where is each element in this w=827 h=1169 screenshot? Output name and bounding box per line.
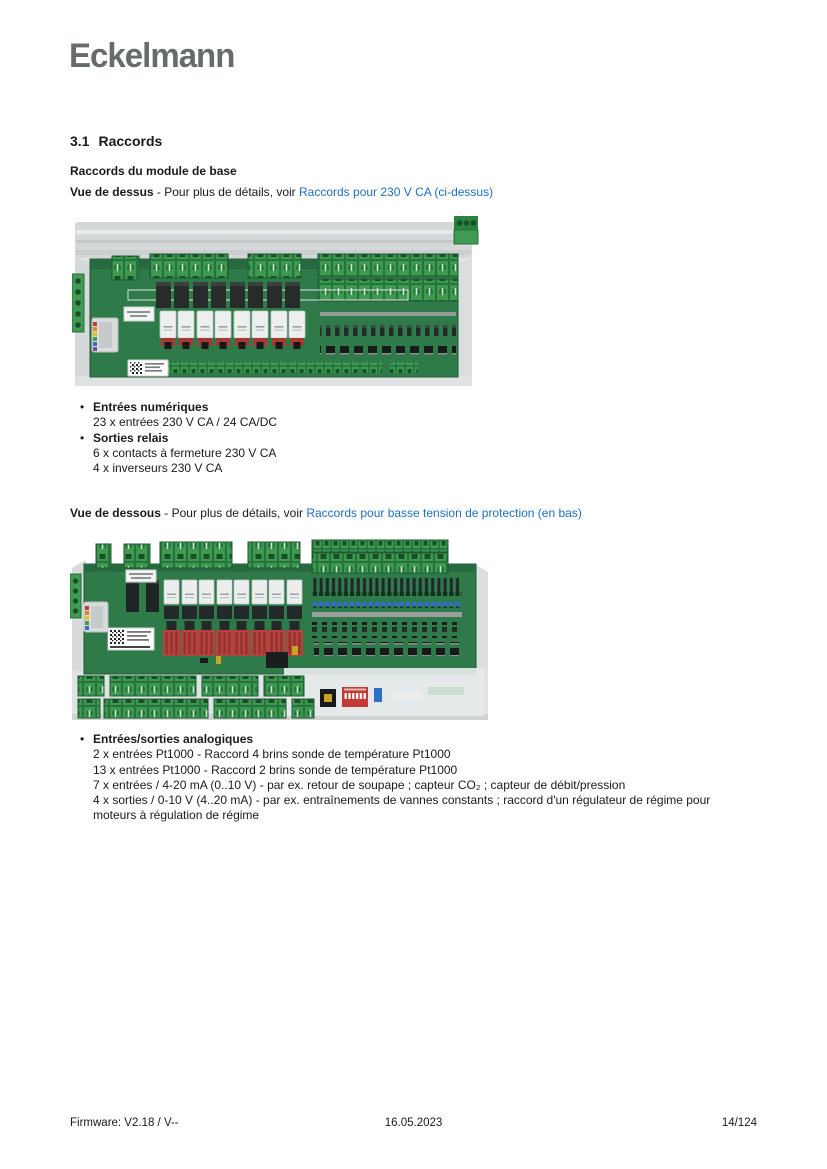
list-item <box>79 732 751 824</box>
top-right-terminal-block <box>454 216 478 244</box>
top-view-label: Vue de dessus <box>70 185 154 199</box>
module-top-view-image <box>72 212 484 399</box>
section-name: Raccords <box>98 133 163 149</box>
footer-page-number: 14/124 <box>721 1117 757 1129</box>
bottom-view-text: - Pour plus de détails, voir <box>160 506 307 520</box>
module-bottom-view-svg <box>70 538 492 724</box>
product-label <box>126 570 156 582</box>
left-terminal-block <box>72 274 84 332</box>
bottom-view-link[interactable]: Raccords pour basse tension de protection (en bas) <box>306 506 582 520</box>
left-terminal-block <box>70 574 81 618</box>
list-item-line: 2 x entrées Pt1000 - Raccord 4 brins sonde de température Pt1000 <box>93 747 451 762</box>
blue-trimmer <box>374 688 382 702</box>
top-view-text: - Pour plus de détails, voir <box>153 185 299 199</box>
digital-io-list <box>79 400 751 476</box>
product-label <box>124 307 154 321</box>
list-item-line: 4 x inverseurs 230 V CA <box>93 461 223 476</box>
dip-switch <box>342 687 368 707</box>
top-view-link[interactable]: Raccords pour 230 V CA (ci-dessus) <box>299 185 494 199</box>
component-rows <box>312 578 462 656</box>
bottom-view-caption <box>70 506 770 520</box>
eckelmann-logo: Eckelmann <box>69 37 235 75</box>
section-title <box>70 133 162 149</box>
list-item <box>79 400 751 431</box>
rotary-switch <box>320 689 336 707</box>
footer-date: 16.05.2023 <box>384 1117 443 1129</box>
footer-firmware: Firmware: V2.18 / V-- <box>70 1117 179 1129</box>
bottom-terminal-strip <box>164 362 418 373</box>
section-number: 3.1 <box>70 133 90 149</box>
list-item-title: • Sorties relais <box>93 430 169 445</box>
qr-label <box>128 360 168 376</box>
list-item-line: 23 x entrées 230 V CA / 24 CA/DC <box>93 415 278 430</box>
list-item-line: 7 x entrées / 4-20 mA (0..10 V) - par ex. retour de soupape ; capteur CO₂ ; capteur de débit/pression <box>93 777 626 792</box>
list-item-line: 13 x entrées Pt1000 - Raccord 2 brins sonde de température Pt1000 <box>93 762 458 777</box>
module-top-view-svg <box>72 212 484 394</box>
subsection-title: Raccords du module de base <box>70 164 237 178</box>
list-item-title: • Entrées/sorties analogiques <box>93 732 254 746</box>
barcode-label <box>108 628 154 650</box>
bottom-view-label: Vue de dessous <box>70 506 161 520</box>
module-bottom-view-image <box>70 538 492 729</box>
list-item-line: 4 x sorties / 0-10 V (4..20 mA) - par ex. entraînements de vannes constants ; raccord d'un régulateur de régime pour moteurs à régulation de régime <box>93 793 711 823</box>
list-item-line: 6 x contacts à fermeture 230 V CA <box>93 445 277 460</box>
list-item <box>79 431 751 477</box>
ribbon-connector <box>84 602 108 632</box>
top-terminal-strips <box>96 540 448 573</box>
list-item-title: • Entrées numériques <box>93 400 209 414</box>
analog-io-list <box>79 732 751 824</box>
top-view-caption <box>70 185 770 199</box>
ribbon-connector <box>92 318 118 352</box>
